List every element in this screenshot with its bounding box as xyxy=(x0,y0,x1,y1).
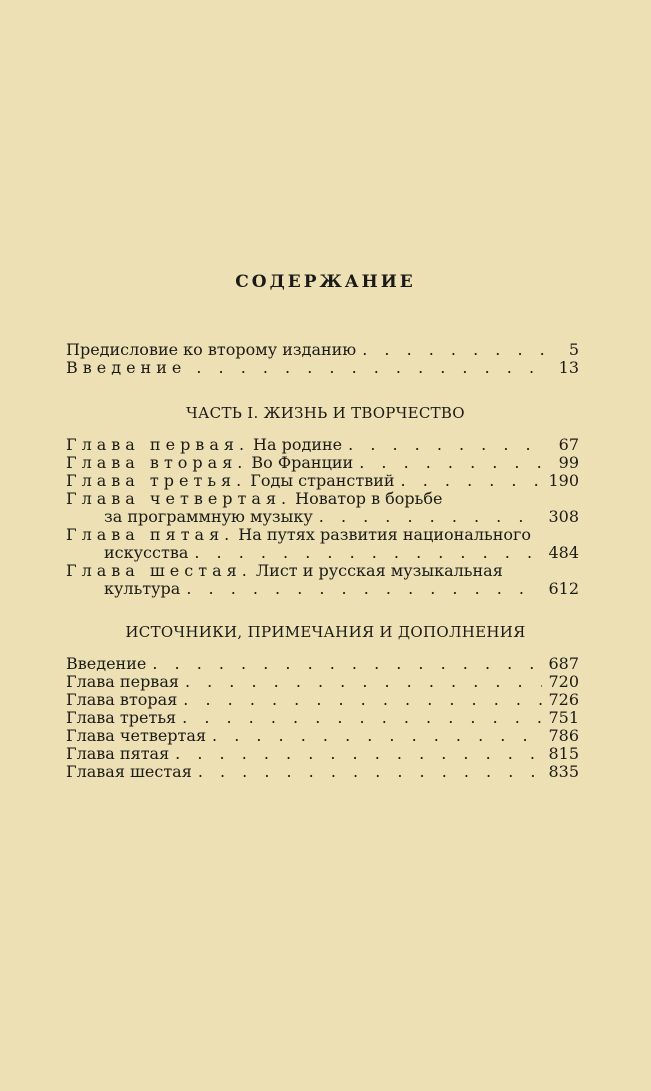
toc-entry-notes-chapter-5[interactable] xyxy=(66,745,579,763)
chapter-label: Глава четвертая. xyxy=(66,489,292,508)
toc-entry-label: Введение xyxy=(66,654,147,673)
chapter-title-continued: за программную музыку xyxy=(104,507,313,526)
toc-page-number: 67 xyxy=(558,435,579,454)
dot-leader xyxy=(186,580,542,598)
sources-heading: ИСТОЧНИКИ, ПРИМЕЧАНИЯ И ДОПОЛНЕНИЯ xyxy=(125,623,526,641)
toc-entry-notes-chapter-1[interactable] xyxy=(66,673,579,691)
dot-leader xyxy=(194,544,542,562)
dot-leader xyxy=(212,727,542,745)
toc-entry-label: Главая шестая xyxy=(66,762,192,781)
toc-page-number: 99 xyxy=(558,453,579,472)
chapter-title: На путях развития национального xyxy=(238,525,532,544)
dot-leader xyxy=(185,673,543,691)
toc-entry-notes-chapter-4[interactable] xyxy=(66,727,579,745)
toc-page-number: 815 xyxy=(548,744,579,763)
toc-entry-chapter-6-heading[interactable] xyxy=(66,562,579,580)
toc-entry-chapter-2[interactable] xyxy=(66,454,579,472)
toc-entry-chapter-4-heading[interactable] xyxy=(66,490,579,508)
toc-page-number: 190 xyxy=(548,471,579,490)
dot-leader xyxy=(183,691,542,709)
dot-leader xyxy=(175,745,542,763)
dot-leader xyxy=(401,472,543,490)
toc-entry-introduction[interactable] xyxy=(66,359,579,377)
chapter-title: На родине xyxy=(253,435,343,454)
part-one-heading: ЧАСТЬ I. ЖИЗНЬ И ТВОРЧЕСТВО xyxy=(186,404,465,422)
toc-page-number: 835 xyxy=(548,762,579,781)
toc-entry-chapter-4[interactable] xyxy=(66,508,579,526)
chapter-label: Глава третья. xyxy=(66,471,247,490)
chapter-title: Годы странствий xyxy=(250,471,395,490)
toc-page-number: 720 xyxy=(548,672,579,691)
toc-page-number: 13 xyxy=(558,358,579,377)
chapter-title-continued: искусства xyxy=(104,543,189,562)
toc-page-number: 484 xyxy=(548,543,579,562)
toc-entry-label: Глава пятая xyxy=(66,744,170,763)
dot-leader xyxy=(362,341,547,359)
toc-entry-notes-introduction[interactable] xyxy=(66,655,579,673)
front-matter-list xyxy=(66,341,579,377)
chapter-title: Во Франции xyxy=(251,453,354,472)
dot-leader xyxy=(348,436,547,454)
chapter-title: Новатор в борьбе xyxy=(295,489,443,508)
toc-page-number: 308 xyxy=(548,507,579,526)
toc-entry-label: Глава четвертая xyxy=(66,726,207,745)
chapter-label: Глава пятая. xyxy=(66,525,235,544)
toc-entry-chapter-1[interactable] xyxy=(66,436,579,454)
toc-page-number: 726 xyxy=(548,690,579,709)
toc-page-number: 612 xyxy=(548,579,579,598)
chapter-title-continued: культура xyxy=(104,579,181,598)
toc-entry-label: Предисловие ко второму изданию xyxy=(66,340,357,359)
sources-list xyxy=(66,655,579,781)
contents-title: СОДЕРЖАНИЕ xyxy=(235,272,416,292)
toc-page-number: 5 xyxy=(568,340,579,359)
dot-leader xyxy=(196,359,547,377)
chapter-title: Лист и русская музыкальная xyxy=(255,561,503,580)
toc-page-number: 687 xyxy=(548,654,579,673)
dot-leader xyxy=(152,655,542,673)
toc-entry-label: Глава первая xyxy=(66,672,179,691)
toc-entry-label: Глава третья xyxy=(66,708,177,727)
dot-leader xyxy=(182,709,542,727)
toc-page-number: 751 xyxy=(548,708,579,727)
toc-entry-notes-chapter-2[interactable] xyxy=(66,691,579,709)
part-one-chapter-list xyxy=(66,436,579,598)
toc-entry-preface[interactable] xyxy=(66,341,579,359)
chapter-label: Глава шестая. xyxy=(66,561,252,580)
toc-entry-notes-chapter-3[interactable] xyxy=(66,709,579,727)
chapter-label: Глава первая. xyxy=(66,435,250,454)
chapter-label: Глава вторая. xyxy=(66,453,248,472)
toc-page-number: 786 xyxy=(548,726,579,745)
toc-entry-notes-chapter-6[interactable] xyxy=(66,763,579,781)
dot-leader xyxy=(319,508,543,526)
dot-leader xyxy=(359,454,547,472)
toc-entry-chapter-5-heading[interactable] xyxy=(66,526,579,544)
toc-entry-chapter-3[interactable] xyxy=(66,472,579,490)
toc-entry-chapter-5[interactable] xyxy=(66,544,579,562)
dot-leader xyxy=(198,763,543,781)
toc-entry-chapter-6[interactable] xyxy=(66,580,579,598)
toc-entry-label: Введение xyxy=(66,358,187,377)
toc-entry-label: Глава вторая xyxy=(66,690,178,709)
